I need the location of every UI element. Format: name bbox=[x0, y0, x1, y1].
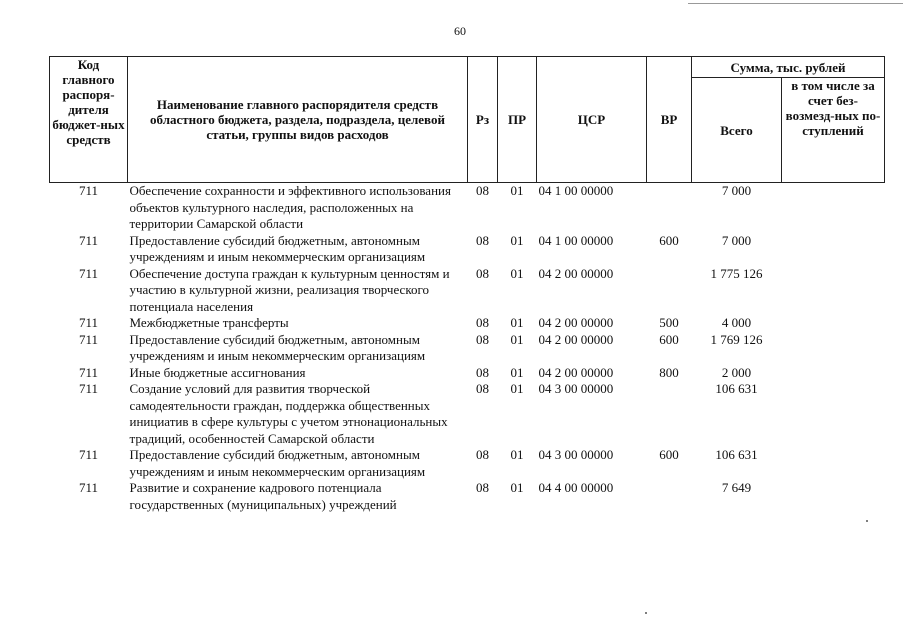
cell-rz: 08 bbox=[476, 183, 489, 198]
cell-pr: 01 bbox=[510, 364, 524, 380]
table-row bbox=[50, 183, 885, 233]
cell-total: 7 000 bbox=[721, 232, 752, 248]
cell-rz: 08 bbox=[476, 480, 489, 495]
cell-total: 106 631 bbox=[715, 381, 758, 396]
table-row bbox=[50, 266, 885, 316]
table-row bbox=[50, 365, 885, 382]
cell-free bbox=[782, 315, 885, 332]
header-total: Всего bbox=[692, 78, 782, 183]
cell-name: Предоставление субсидий бюджетным, автономным учреждениям и иным некоммерческим организациям bbox=[129, 232, 426, 264]
cell-rz: 08 bbox=[476, 315, 489, 330]
cell-total: 1 769 126 bbox=[710, 331, 763, 347]
table-row bbox=[50, 315, 885, 332]
cell-total: 7 649 bbox=[721, 480, 752, 495]
cell-vr: 600 bbox=[659, 331, 679, 347]
cell-vr: 600 bbox=[659, 232, 679, 248]
cell-name: Предоставление субсидий бюджетным, автономным учреждениям и иным некоммерческим организациям bbox=[129, 331, 426, 363]
header-sum-group: Сумма, тыс. рублей bbox=[692, 57, 885, 78]
cell-csr: 04 3 00 00000 bbox=[538, 447, 614, 462]
cell-name: Иные бюджетные ассигнования bbox=[129, 364, 306, 380]
cell-rz: 08 bbox=[476, 381, 489, 396]
cell-code: 711 bbox=[78, 364, 99, 380]
cell-free bbox=[782, 266, 885, 316]
cell-free bbox=[782, 183, 885, 233]
cell-free bbox=[782, 233, 885, 266]
header-vr: ВР bbox=[647, 57, 692, 183]
cell-rz: 08 bbox=[476, 331, 489, 347]
cell-pr: 01 bbox=[510, 232, 524, 248]
cell-csr: 04 1 00 00000 bbox=[538, 232, 614, 248]
header-rz: Рз bbox=[468, 57, 498, 183]
scan-speck bbox=[866, 520, 868, 522]
cell-total: 4 000 bbox=[721, 315, 752, 330]
cell-csr: 04 2 00 00000 bbox=[538, 331, 614, 347]
cell-name: Обеспечение доступа граждан к культурным ценностям и участию в культурной жизни, реализация творческого потенциала населения bbox=[129, 265, 450, 314]
cell-name: Межбюджетные трансферты bbox=[129, 315, 289, 330]
header-csr: ЦСР bbox=[537, 57, 647, 183]
cell-code: 711 bbox=[78, 265, 99, 281]
cell-total: 7 000 bbox=[721, 183, 752, 198]
header-code: Код главного распоря-дителя бюджет-ных средств bbox=[50, 57, 128, 183]
cell-rz: 08 bbox=[476, 447, 489, 462]
cell-csr: 04 2 00 00000 bbox=[538, 315, 614, 330]
cell-vr: 800 bbox=[659, 364, 679, 380]
cell-free bbox=[782, 381, 885, 447]
cell-name: Предоставление субсидий бюджетным, автономным учреждениям и иным некоммерческим организациям bbox=[129, 447, 426, 479]
cell-pr: 01 bbox=[510, 480, 524, 495]
header-name: Наименование главного распорядителя средств областного бюджета, раздела, подраздела, целевой статьи, группы видов расходов bbox=[128, 57, 468, 183]
cell-pr: 01 bbox=[510, 183, 524, 198]
table-body bbox=[50, 183, 885, 514]
cell-pr: 01 bbox=[510, 447, 524, 462]
cell-name: Обеспечение сохранности и эффективного использования объектов культурного наследия, расположенных на территории Самарской области bbox=[129, 183, 451, 231]
table-row bbox=[50, 332, 885, 365]
table-row bbox=[50, 381, 885, 447]
cell-pr: 01 bbox=[510, 315, 524, 330]
table-row bbox=[50, 480, 885, 513]
scan-speck bbox=[645, 612, 647, 614]
table-row bbox=[50, 233, 885, 266]
cell-vr: 500 bbox=[659, 315, 679, 330]
cell-vr: 600 bbox=[659, 447, 679, 462]
budget-table bbox=[49, 56, 885, 513]
cell-free bbox=[782, 447, 885, 480]
cell-csr: 04 2 00 00000 bbox=[538, 364, 614, 380]
cell-code: 711 bbox=[78, 480, 99, 495]
cell-code: 711 bbox=[78, 315, 99, 330]
cell-rz: 08 bbox=[476, 364, 489, 380]
cell-name: Развитие и сохранение кадрового потенциала государственных (муниципальных) учреждений bbox=[129, 480, 397, 512]
cell-free bbox=[782, 480, 885, 513]
cell-total: 2 000 bbox=[721, 364, 752, 380]
cell-code: 711 bbox=[78, 183, 99, 198]
cell-total: 1 775 126 bbox=[710, 265, 763, 281]
cell-csr: 04 4 00 00000 bbox=[538, 480, 614, 495]
cell-code: 711 bbox=[78, 331, 99, 347]
cell-vr bbox=[647, 480, 692, 513]
cell-code: 711 bbox=[78, 447, 99, 462]
header-pr: ПР bbox=[498, 57, 537, 183]
table-row bbox=[50, 447, 885, 480]
cell-pr: 01 bbox=[510, 331, 524, 347]
page-number: 60 bbox=[454, 24, 466, 38]
cell-rz: 08 bbox=[476, 232, 489, 248]
cell-csr: 04 3 00 00000 bbox=[538, 381, 614, 396]
table-header bbox=[50, 57, 885, 183]
cell-vr bbox=[647, 183, 692, 233]
cell-free bbox=[782, 332, 885, 365]
cell-csr: 04 2 00 00000 bbox=[538, 265, 614, 281]
cell-pr: 01 bbox=[510, 381, 524, 396]
cell-code: 711 bbox=[78, 232, 99, 248]
cell-vr bbox=[647, 381, 692, 447]
cell-vr bbox=[647, 266, 692, 316]
header-free: в том числе за счет без-возмезд-ных по-ступлений bbox=[782, 78, 885, 183]
cell-free bbox=[782, 365, 885, 382]
cell-total: 106 631 bbox=[715, 447, 758, 462]
cell-code: 711 bbox=[78, 381, 99, 396]
scan-edge-line bbox=[688, 3, 903, 4]
cell-name: Создание условий для развития творческой самодеятельности граждан, поддержка общественных инициатив в сфере культуры с учетом этнонациональных традиций, особенностей Самарской области bbox=[129, 381, 448, 446]
cell-pr: 01 bbox=[510, 265, 524, 281]
cell-csr: 04 1 00 00000 bbox=[538, 183, 614, 198]
cell-rz: 08 bbox=[476, 265, 489, 281]
